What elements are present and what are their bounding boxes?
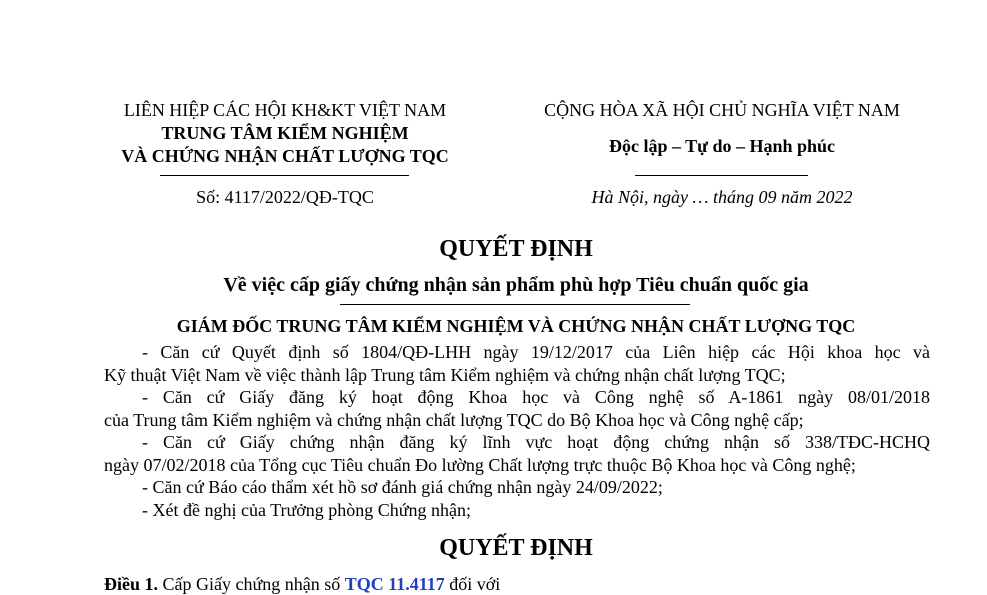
basis-2-line-1: - Căn cứ Giấy đăng ký hoạt động Khoa học và Công nghệ số A-1861 ngày 08/01/2018 <box>142 387 930 407</box>
decision-title: QUYẾT ĐỊNH <box>439 535 593 561</box>
basis-3-line-2: ngày 07/02/2018 của Tổng cục Tiêu chuẩn Đo lường Chất lượng trực thuộc Bộ Khoa học và Công nghệ; <box>104 454 856 475</box>
document-number: Số: 4117/2022/QĐ-TQC <box>196 187 374 207</box>
authority-line: GIÁM ĐỐC TRUNG TÂM KIỂM NGHIỆM VÀ CHỨNG NHẬN CHẤT LƯỢNG TQC <box>176 316 856 336</box>
org-line-3: VÀ CHỨNG NHẬN CHẤT LƯỢNG TQC <box>121 146 449 166</box>
basis-4: - Căn cứ Báo cáo thẩm xét hồ sơ đánh giá chứng nhận ngày 24/09/2022; <box>142 477 663 497</box>
basis-2-line-2: của Trung tâm Kiểm nghiệm và chứng nhận chất lượng TQC do Bộ Khoa học và Công nghệ cấp; <box>104 409 804 430</box>
bases-block <box>104 341 930 521</box>
org-underline <box>160 175 409 176</box>
org-line-2: TRUNG TÂM KIỂM NGHIỆM <box>161 123 409 143</box>
national-motto: Độc lập – Tự do – Hạnh phúc <box>608 136 836 156</box>
basis-1-line-1: - Căn cứ Quyết định số 1804/QĐ-LHH ngày 19/12/2017 của Liên hiệp các Hội khoa học và <box>142 342 930 362</box>
subtitle-underline <box>340 304 690 305</box>
article-1-text-before: Cấp Giấy chứng nhận số <box>158 574 345 594</box>
motto-underline <box>635 175 808 176</box>
document-subtitle: Về việc cấp giấy chứng nhận sản phẩm phù hợp Tiêu chuẩn quốc gia <box>223 274 809 296</box>
certificate-number: TQC 11.4117 <box>344 574 445 594</box>
basis-3-line-1: - Căn cứ Giấy chứng nhận đăng ký lĩnh vực hoạt động chứng nhận số 338/TĐC-HCHQ <box>142 432 930 452</box>
place-date: Hà Nội, ngày … tháng 09 năm 2022 <box>591 187 853 207</box>
org-line-1: LIÊN HIỆP CÁC HỘI KH&KT VIỆT NAM <box>123 100 447 120</box>
article-1 <box>104 574 500 595</box>
basis-1-line-2: Kỹ thuật Việt Nam về việc thành lập Trung tâm Kiểm nghiệm và chứng nhận chất lượng TQC; <box>104 364 786 385</box>
article-1-label: Điều 1. <box>104 574 158 594</box>
document-title: QUYẾT ĐỊNH <box>439 236 593 262</box>
country-name: CỘNG HÒA XÃ HỘI CHỦ NGHĨA VIỆT NAM <box>544 100 900 120</box>
basis-5: - Xét đề nghị của Trưởng phòng Chứng nhận; <box>142 499 472 520</box>
article-1-text-after: đối với <box>444 574 501 594</box>
